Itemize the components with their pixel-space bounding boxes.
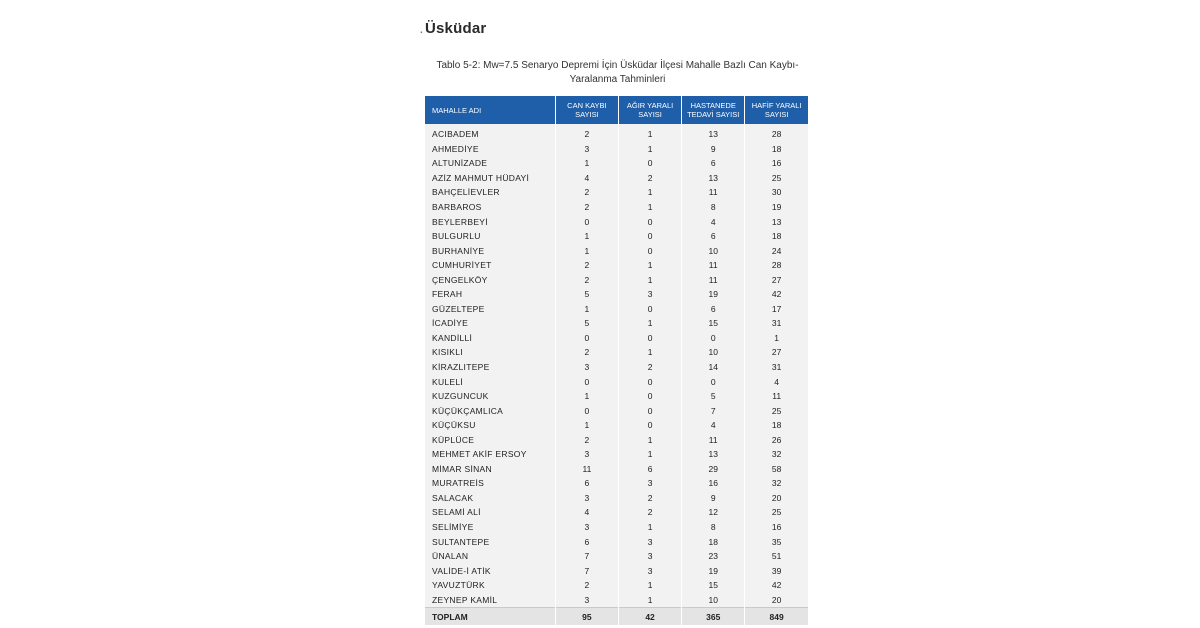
cell-hastanede: 11 [682,258,745,273]
cell-mahalle: BARBAROS [425,200,555,215]
table-row [425,185,808,200]
table-row [425,549,808,564]
cell-hastanede: 16 [682,476,745,491]
cell-mahalle: KÜPLÜCE [425,432,555,447]
cell-mahalle: KANDİLLİ [425,331,555,346]
cell-mahalle: FERAH [425,287,555,302]
cell-hastanede: 0 [682,374,745,389]
cell-agir-yarali: 1 [618,345,681,360]
cell-hafif-yarali: 18 [745,418,808,433]
table-row [425,171,808,186]
cell-agir-yarali: 0 [618,418,681,433]
cell-hafif-yarali: 11 [745,389,808,404]
table-row [425,578,808,593]
cell-hafif-yarali: 31 [745,316,808,331]
cell-hastanede: 13 [682,171,745,186]
cell-hafif-yarali: 25 [745,505,808,520]
cell-hafif-yarali: 24 [745,243,808,258]
cell-can-kaybi: 3 [555,520,618,535]
cell-mahalle: MEHMET AKİF ERSOY [425,447,555,462]
cell-hastanede: 5 [682,389,745,404]
cell-mahalle: ALTUNİZADE [425,156,555,171]
total-hastanede: 365 [682,608,745,626]
cell-mahalle: KUZGUNCUK [425,389,555,404]
cell-can-kaybi: 0 [555,331,618,346]
cell-hastanede: 15 [682,578,745,593]
cell-mahalle: YAVUZTÜRK [425,578,555,593]
cell-hastanede: 14 [682,360,745,375]
cell-hafif-yarali: 42 [745,287,808,302]
cell-can-kaybi: 4 [555,171,618,186]
cell-can-kaybi: 1 [555,156,618,171]
header-hafif-yarali-line1: HAFİF YARALI [751,101,802,110]
total-hafif-yarali: 849 [745,608,808,626]
table-row [425,200,808,215]
cell-hafif-yarali: 25 [745,171,808,186]
cell-mahalle: ÜNALAN [425,549,555,564]
cell-hastanede: 10 [682,593,745,608]
cell-mahalle: AZİZ MAHMUT HÜDAYİ [425,171,555,186]
cell-agir-yarali: 3 [618,534,681,549]
cell-mahalle: GÜZELTEPE [425,302,555,317]
cell-hafif-yarali: 28 [745,258,808,273]
cell-hastanede: 15 [682,316,745,331]
page-heading [420,20,486,37]
cell-hastanede: 13 [682,447,745,462]
cell-mahalle: İCADİYE [425,316,555,331]
cell-can-kaybi: 2 [555,200,618,215]
total-can-kaybi: 95 [555,608,618,626]
cell-agir-yarali: 0 [618,403,681,418]
header-hafif-yarali [745,96,808,124]
cell-can-kaybi: 11 [555,462,618,477]
cell-mahalle: SALACAK [425,491,555,506]
cell-hafif-yarali: 17 [745,302,808,317]
cell-agir-yarali: 1 [618,520,681,535]
cell-can-kaybi: 2 [555,578,618,593]
cell-mahalle: KİRAZLITEPE [425,360,555,375]
cell-mahalle: KÜÇÜKSU [425,418,555,433]
cell-hastanede: 23 [682,549,745,564]
cell-agir-yarali: 2 [618,491,681,506]
cell-hafif-yarali: 39 [745,563,808,578]
cell-hastanede: 10 [682,345,745,360]
cell-hafif-yarali: 18 [745,142,808,157]
cell-hastanede: 6 [682,302,745,317]
cell-hastanede: 18 [682,534,745,549]
cell-hafif-yarali: 16 [745,156,808,171]
header-agir-yarali-line1: AĞIR YARALI [626,101,674,110]
cell-mahalle: BAHÇELİEVLER [425,185,555,200]
cell-hafif-yarali: 26 [745,432,808,447]
cell-agir-yarali: 1 [618,578,681,593]
cell-agir-yarali: 1 [618,258,681,273]
total-agir-yarali: 42 [618,608,681,626]
header-mahalle: MAHALLE ADI [425,96,555,124]
cell-hafif-yarali: 1 [745,331,808,346]
table-body [425,124,808,608]
table-row [425,229,808,244]
page-title: Üsküdar [424,20,487,37]
table-row [425,331,808,346]
cell-can-kaybi: 0 [555,403,618,418]
table-row [425,124,808,142]
cell-can-kaybi: 3 [555,447,618,462]
table-row [425,520,808,535]
cell-hafif-yarali: 16 [745,520,808,535]
cell-hastanede: 9 [682,142,745,157]
header-hastanede-line1: HASTANEDE [690,101,736,110]
cell-agir-yarali: 0 [618,214,681,229]
cell-mahalle: SELAMİ ALİ [425,505,555,520]
cell-agir-yarali: 0 [618,302,681,317]
table-row [425,374,808,389]
cell-hastanede: 29 [682,462,745,477]
table-row [425,360,808,375]
cell-hafif-yarali: 18 [745,229,808,244]
cell-can-kaybi: 2 [555,272,618,287]
header-can-kaybi [555,96,618,124]
cell-hastanede: 19 [682,563,745,578]
cell-agir-yarali: 2 [618,360,681,375]
cell-agir-yarali: 1 [618,200,681,215]
cell-agir-yarali: 1 [618,316,681,331]
cell-mahalle: BEYLERBEYİ [425,214,555,229]
cell-hastanede: 8 [682,200,745,215]
cell-hastanede: 8 [682,520,745,535]
caption-line-1: Tablo 5-2: Mw=7.5 Senaryo Depremi İçin Üsküdar İlçesi Mahalle Bazlı Can Kaybı- [436,60,799,71]
cell-mahalle: ZEYNEP KAMİL [425,593,555,608]
cell-can-kaybi: 1 [555,418,618,433]
cell-hastanede: 10 [682,243,745,258]
cell-agir-yarali: 1 [618,272,681,287]
table-row [425,476,808,491]
cell-mahalle: ÇENGELKÖY [425,272,555,287]
table-row [425,287,808,302]
cell-hafif-yarali: 20 [745,491,808,506]
cell-can-kaybi: 3 [555,142,618,157]
cell-hastanede: 6 [682,156,745,171]
table-row [425,403,808,418]
cell-mahalle: SELİMİYE [425,520,555,535]
cell-agir-yarali: 6 [618,462,681,477]
table-row [425,258,808,273]
cell-can-kaybi: 2 [555,432,618,447]
cell-agir-yarali: 1 [618,447,681,462]
cell-agir-yarali: 0 [618,243,681,258]
table-row [425,272,808,287]
cell-can-kaybi: 2 [555,124,618,142]
table-row [425,214,808,229]
cell-mahalle: KISIKLI [425,345,555,360]
cell-agir-yarali: 1 [618,185,681,200]
cell-can-kaybi: 1 [555,229,618,244]
cell-can-kaybi: 3 [555,593,618,608]
cell-can-kaybi: 2 [555,185,618,200]
cell-agir-yarali: 3 [618,549,681,564]
table-caption [425,59,810,87]
cell-hafif-yarali: 4 [745,374,808,389]
table-row [425,389,808,404]
cell-hastanede: 4 [682,418,745,433]
table-row [425,593,808,608]
cell-can-kaybi: 3 [555,491,618,506]
cell-can-kaybi: 2 [555,345,618,360]
cell-mahalle: VALİDE-İ ATİK [425,563,555,578]
header-hafif-yarali-line2: SAYISI [764,110,789,119]
cell-hastanede: 13 [682,124,745,142]
table-row [425,345,808,360]
cell-agir-yarali: 0 [618,389,681,404]
cell-agir-yarali: 3 [618,476,681,491]
cell-hafif-yarali: 32 [745,447,808,462]
cell-can-kaybi: 0 [555,374,618,389]
table-row [425,302,808,317]
cell-hafif-yarali: 25 [745,403,808,418]
cell-agir-yarali: 1 [618,124,681,142]
table-row [425,505,808,520]
cell-mahalle: CUMHURİYET [425,258,555,273]
cell-agir-yarali: 1 [618,142,681,157]
cell-hafif-yarali: 28 [745,124,808,142]
header-agir-yarali [618,96,681,124]
cell-hastanede: 6 [682,229,745,244]
cell-mahalle: AHMEDİYE [425,142,555,157]
cell-hastanede: 11 [682,185,745,200]
cell-hafif-yarali: 58 [745,462,808,477]
table-row [425,142,808,157]
total-row [425,608,808,626]
caption-line-2: Yaralanma Tahminleri [569,74,666,85]
cell-hafif-yarali: 13 [745,214,808,229]
cell-hafif-yarali: 31 [745,360,808,375]
cell-hafif-yarali: 32 [745,476,808,491]
cell-hafif-yarali: 27 [745,272,808,287]
cell-agir-yarali: 0 [618,331,681,346]
table-row [425,316,808,331]
cell-mahalle: KÜÇÜKÇAMLICA [425,403,555,418]
cell-hafif-yarali: 20 [745,593,808,608]
cell-hafif-yarali: 30 [745,185,808,200]
cell-hastanede: 19 [682,287,745,302]
cell-hastanede: 4 [682,214,745,229]
cell-agir-yarali: 0 [618,229,681,244]
cell-can-kaybi: 1 [555,302,618,317]
cell-can-kaybi: 1 [555,243,618,258]
cell-agir-yarali: 1 [618,432,681,447]
cell-hastanede: 11 [682,432,745,447]
cell-agir-yarali: 3 [618,563,681,578]
header-can-kaybi-line2: SAYISI [575,110,599,119]
cell-can-kaybi: 0 [555,214,618,229]
cell-agir-yarali: 0 [618,156,681,171]
cell-agir-yarali: 3 [618,287,681,302]
cell-hafif-yarali: 51 [745,549,808,564]
cell-hafif-yarali: 42 [745,578,808,593]
table-header-row [425,96,808,124]
cell-hastanede: 12 [682,505,745,520]
cell-can-kaybi: 3 [555,360,618,375]
cell-mahalle: MİMAR SİNAN [425,462,555,477]
total-label: TOPLAM [425,608,555,626]
cell-can-kaybi: 4 [555,505,618,520]
table-row [425,563,808,578]
cell-agir-yarali: 2 [618,171,681,186]
cell-agir-yarali: 2 [618,505,681,520]
cell-mahalle: MURATREİS [425,476,555,491]
header-hastanede-tedavi [682,96,745,124]
cell-agir-yarali: 1 [618,593,681,608]
header-agir-yarali-line2: SAYISI [638,110,662,119]
table-row [425,447,808,462]
cell-hastanede: 0 [682,331,745,346]
cell-mahalle: BULGURLU [425,229,555,244]
cell-agir-yarali: 0 [618,374,681,389]
table-row [425,418,808,433]
heading-dot: . [420,25,423,36]
cell-can-kaybi: 6 [555,476,618,491]
cell-hastanede: 11 [682,272,745,287]
cell-can-kaybi: 5 [555,316,618,331]
table-row [425,243,808,258]
table-row [425,534,808,549]
table-row [425,491,808,506]
cell-can-kaybi: 1 [555,389,618,404]
cell-mahalle: SULTANTEPE [425,534,555,549]
table-row [425,156,808,171]
cell-hafif-yarali: 27 [745,345,808,360]
cell-can-kaybi: 7 [555,549,618,564]
cell-mahalle: ACIBADEM [425,124,555,142]
cell-mahalle: KULELİ [425,374,555,389]
cell-can-kaybi: 6 [555,534,618,549]
table-row [425,432,808,447]
cell-hastanede: 9 [682,491,745,506]
cell-can-kaybi: 2 [555,258,618,273]
cell-hafif-yarali: 19 [745,200,808,215]
cell-mahalle: BURHANİYE [425,243,555,258]
header-can-kaybi-line1: CAN KAYBI [567,101,607,110]
cell-can-kaybi: 5 [555,287,618,302]
header-hastanede-line2: TEDAVİ SAYISI [687,110,740,119]
table-row [425,462,808,477]
cell-can-kaybi: 7 [555,563,618,578]
cell-hastanede: 7 [682,403,745,418]
casualty-table [425,96,808,625]
cell-hafif-yarali: 35 [745,534,808,549]
